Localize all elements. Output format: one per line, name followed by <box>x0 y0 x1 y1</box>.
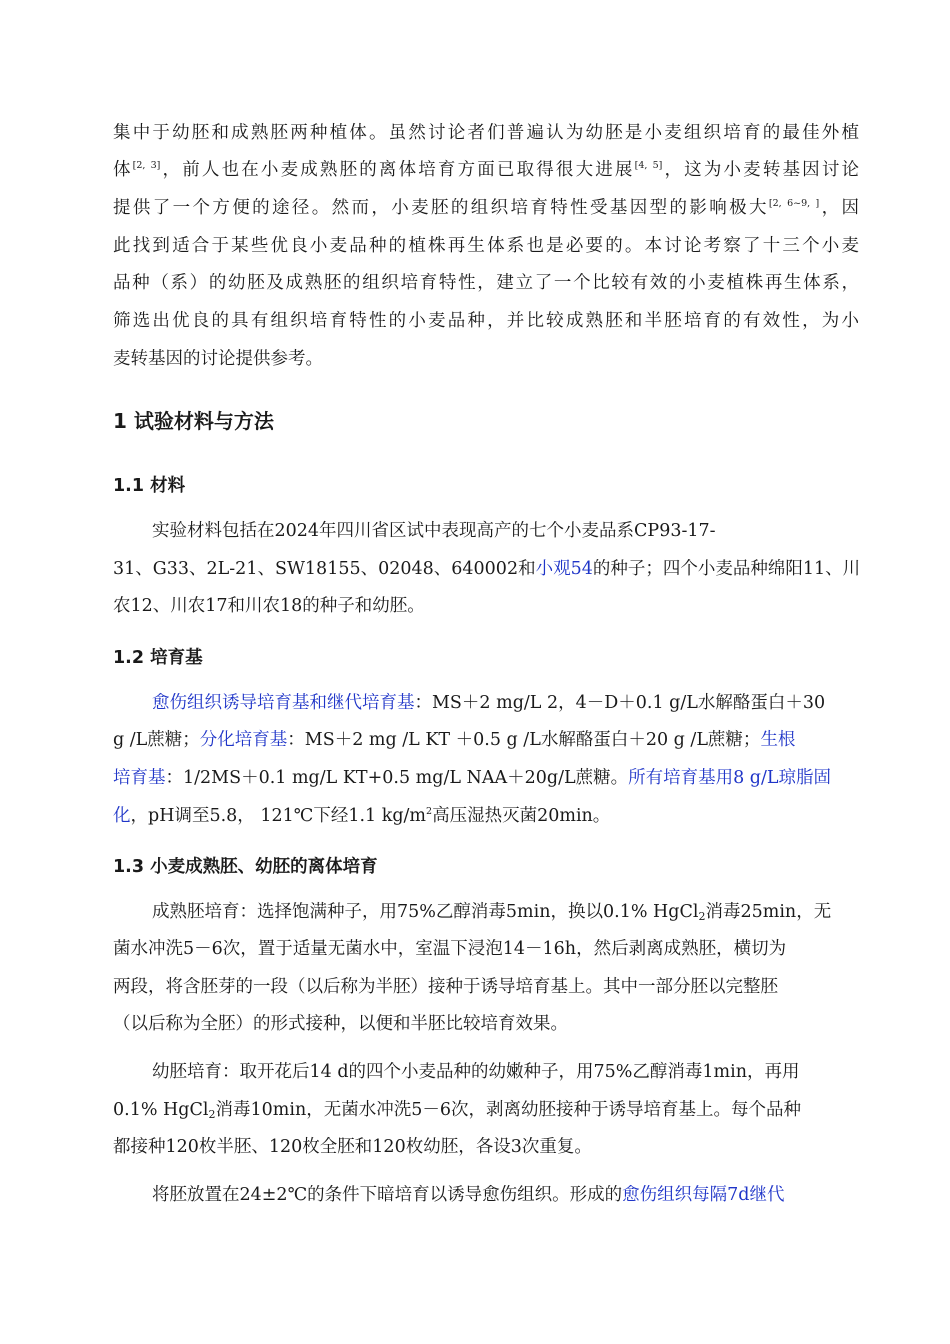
highlighted-term[interactable]: 分化培育基 <box>199 730 288 750</box>
paragraph-material-line <box>152 519 950 543</box>
text-run: 体 <box>113 160 133 180</box>
text-run: ，这为小麦转基因讨论 <box>662 160 860 180</box>
superscript: 2 <box>426 806 433 817</box>
text-run: ，pH调至5.8， 121℃下经1.1 kg/m <box>130 806 427 826</box>
text-run: 的种子；四个小麦品种绵阳11、川 <box>592 559 861 579</box>
text-run: 集中于幼胚和成熟胚两种植体。虽然讨论者们普遍认为幼胚是小麦组织培育的最佳外植 <box>113 123 859 143</box>
text-run: ，因 <box>819 198 860 218</box>
subsection-heading: 1.3 小麦成熟胚、幼胚的离体培育 <box>113 857 378 877</box>
section-heading: 1 试验材料与方法 <box>113 409 274 433</box>
text-run: 消毒25min，无 <box>705 902 832 922</box>
text-run: 两段，将含胚芽的一段（以后称为半胚）接种于诱导培育基上。其中一部分胚以完整胚 <box>113 977 778 997</box>
paragraph-young-line <box>152 1060 950 1084</box>
paragraph-intro-line <box>113 347 950 371</box>
subscript: 2 <box>208 1108 216 1121</box>
subsection-heading: 1.1 材料 <box>113 476 186 496</box>
text-run: ：1/2MS＋0.1 mg/L KT+0.5 mg/L NAA＋20g/L蔗糖。 <box>165 768 629 788</box>
text-run: （以后称为全胚）的形式接种，以便和半胚比较培育效果。 <box>113 1014 568 1034</box>
text-run: 此找到适合于某些优良小麦品种的植株再生体系也是必要的。本讨论考察了十三个小麦 <box>113 236 859 256</box>
text-run: 提供了一个方便的途径。然而，小麦胚的组织培育特性受基因型的影响极大 <box>113 198 769 218</box>
text-run: 消毒10min，无菌水冲洗5－6次，剥离幼胚接种于诱导培育基上。每个品种 <box>215 1100 801 1120</box>
highlighted-term[interactable]: 小观54 <box>535 559 593 579</box>
paragraph-intro-line <box>113 234 859 258</box>
highlighted-term[interactable]: 所有培育基用8 g/L琼脂固 <box>628 768 832 788</box>
text-run: 品种（系）的幼胚及成熟胚的组织培育特性，建立了一个比较有效的小麦植株再生体系， <box>113 273 859 293</box>
subsection-heading: 1.2 培育基 <box>113 648 203 668</box>
paragraph-mature-line <box>113 1012 950 1036</box>
citation-ref: [2, 6~9, ] <box>768 198 820 209</box>
paragraph-young-line <box>113 1098 950 1122</box>
paragraph-intro-line <box>113 158 859 182</box>
paragraph-medium-line <box>113 766 950 790</box>
paragraph-material-line <box>113 594 950 618</box>
paragraph-mature-line <box>152 900 950 924</box>
text-run: 幼胚培育：取开花后14 d的四个小麦品种的幼嫩种子，用75%乙醇消毒1min，再用 <box>152 1062 800 1082</box>
paragraph-medium-line <box>113 804 950 828</box>
text-run: ，前人也在小麦成熟胚的离体培育方面已取得很大进展 <box>160 160 635 180</box>
text-run: 筛选出优良的具有组织培育特性的小麦品种，并比较成熟胚和半胚培育的有效性，为小 <box>113 311 859 331</box>
paragraph-medium-line <box>113 728 950 752</box>
paragraph-intro-line <box>113 121 859 145</box>
highlighted-term[interactable]: 愈伤组织每隔7d继代 <box>622 1185 785 1205</box>
paragraph-young-line <box>113 1135 950 1159</box>
citation-ref: [4, 5] <box>634 160 663 171</box>
text-run: ：MS＋2 mg /L KT ＋0.5 g /L水解酪蛋白＋20 g /L蔗糖； <box>287 730 761 750</box>
text-run: 高压湿热灭菌20min。 <box>432 806 611 826</box>
subscript: 2 <box>698 910 706 923</box>
text-run: 农12、川农17和川农18的种子和幼胚。 <box>113 596 425 616</box>
paragraph-mature-line <box>113 937 950 961</box>
text-run: 麦转基因的讨论提供参考。 <box>113 349 323 369</box>
text-run: ：MS＋2 mg/L 2，4－D＋0.1 g/L水解酪蛋白＋30 <box>414 693 826 713</box>
citation-ref: [2, 3] <box>132 160 161 171</box>
text-run: 都接种120枚半胚、120枚全胚和120枚幼胚，各设3次重复。 <box>113 1137 592 1157</box>
text-run: 0.1% HgCl <box>113 1100 209 1120</box>
highlighted-term[interactable]: 生根 <box>760 730 796 750</box>
paragraph-material-line <box>113 557 950 581</box>
text-run: 31、G33、2L-21、SW18155、02048、640002和 <box>113 559 536 579</box>
text-run: g /L蔗糖； <box>113 730 200 750</box>
highlighted-term[interactable]: 愈伤组织诱导培育基和继代培育基 <box>152 693 415 713</box>
highlighted-term[interactable]: 化 <box>113 806 131 826</box>
paragraph-intro-line <box>113 196 859 220</box>
text-run: 成熟胚培育：选择饱满种子，用75%乙醇消毒5min，换以0.1% HgCl <box>152 902 699 922</box>
highlighted-term[interactable]: 培育基 <box>113 768 166 788</box>
text-run: 将胚放置在24±2℃的条件下暗培育以诱导愈伤组织。形成的 <box>152 1185 623 1205</box>
paragraph-intro-line <box>113 271 859 295</box>
paragraph-last-line <box>152 1183 950 1207</box>
paragraph-medium-line <box>152 691 950 715</box>
paragraph-mature-line <box>113 975 950 999</box>
text-run: 菌水冲洗5－6次，置于适量无菌水中，室温下浸泡14－16h，然后剥离成熟胚，横切为 <box>113 939 787 959</box>
paragraph-intro-line <box>113 309 859 333</box>
text-run: 实验材料包括在2024年四川省区试中表现高产的七个小麦品系CP93-17- <box>152 521 716 541</box>
